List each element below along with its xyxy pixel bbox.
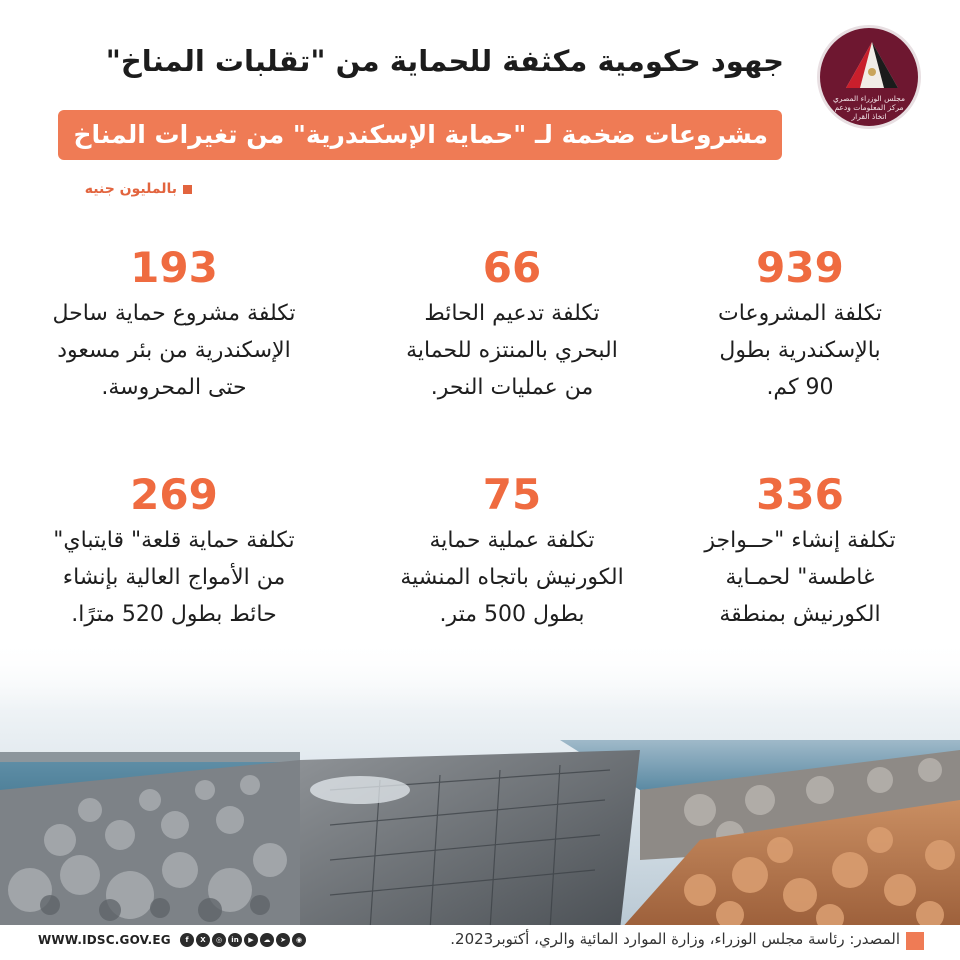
website-link[interactable]: WWW.IDSC.GOV.EG	[38, 933, 171, 947]
stat-line: تكلفة حماية قلعة" قايتباي"	[53, 528, 295, 553]
stat-value: 269	[130, 470, 218, 519]
source-note: المصدر: رئاسة مجلس الوزراء، وزارة الموارد المائية والري، أكتوبر2023.	[450, 930, 900, 948]
telegram-icon[interactable]: ➤	[276, 933, 290, 947]
stat-card	[362, 243, 662, 406]
source-square-icon	[906, 932, 924, 950]
stat-line: تكلفة تدعيم الحائط	[424, 301, 600, 326]
stat-value: 939	[756, 243, 844, 292]
unit-label	[85, 181, 192, 197]
page-title: جهود حكومية مكثفة للحماية من "تقلبات المناخ"	[105, 44, 784, 78]
soundcloud-icon[interactable]: ☁	[260, 933, 274, 947]
unit-square-icon	[183, 185, 192, 194]
stat-line: تكلفة إنشاء "حــواجز	[704, 528, 896, 553]
stat-line: غاطسة" لحمـاية	[725, 565, 875, 590]
stat-value: 66	[482, 243, 542, 292]
stat-description	[24, 522, 324, 633]
instagram-icon[interactable]: ◎	[212, 933, 226, 947]
other-icon[interactable]: ◉	[292, 933, 306, 947]
unit-text: بالمليون جنيه	[84, 181, 177, 197]
stat-line: تكلفة المشروعات	[718, 301, 882, 326]
idsc-logo	[817, 25, 921, 129]
stat-line: الكورنيش باتجاه المنشية	[400, 565, 624, 590]
coastline-scene-image	[0, 640, 960, 930]
stat-line: 90 كم.	[766, 375, 834, 400]
stat-card	[362, 470, 662, 633]
stat-line: حتى المحروسة.	[101, 375, 247, 400]
stat-line: البحري بالمنتزه للحماية	[406, 338, 618, 363]
social-icons	[180, 933, 306, 947]
stat-description	[24, 295, 324, 406]
stat-card	[650, 243, 950, 406]
x-icon[interactable]: X	[196, 933, 210, 947]
stat-value: 193	[130, 243, 218, 292]
linkedin-icon[interactable]: in	[228, 933, 242, 947]
logo-text: مجلس الوزراء المصري مركز المعلومات ودعم اتخاذ القرار	[833, 94, 905, 121]
stat-line: من عمليات النحر.	[430, 375, 594, 400]
stat-line: من الأمواج العالية بإنشاء	[62, 565, 286, 590]
stat-card	[24, 470, 324, 633]
stat-description	[650, 295, 950, 406]
stat-card	[24, 243, 324, 406]
stat-line: الإسكندرية من بئر مسعود	[57, 338, 291, 363]
stat-description	[362, 295, 662, 406]
stat-line: حائط بطول 520 مترًا.	[71, 602, 277, 627]
youtube-icon[interactable]: ▶	[244, 933, 258, 947]
stat-line: بالإسكندرية بطول	[719, 338, 881, 363]
stat-line: تكلفة عملية حماية	[429, 528, 595, 553]
page-subtitle: مشروعات ضخمة لـ "حماية الإسكندرية" من تغيرات المناخ	[73, 120, 768, 149]
facebook-icon[interactable]: f	[180, 933, 194, 947]
stat-description	[362, 522, 662, 633]
stat-line: الكورنيش بمنطقة	[719, 602, 881, 627]
stat-line: تكلفة مشروع حماية ساحل	[52, 301, 296, 326]
stat-line: بطول 500 متر.	[439, 602, 585, 627]
stat-value: 75	[482, 470, 542, 519]
stat-value: 336	[756, 470, 844, 519]
